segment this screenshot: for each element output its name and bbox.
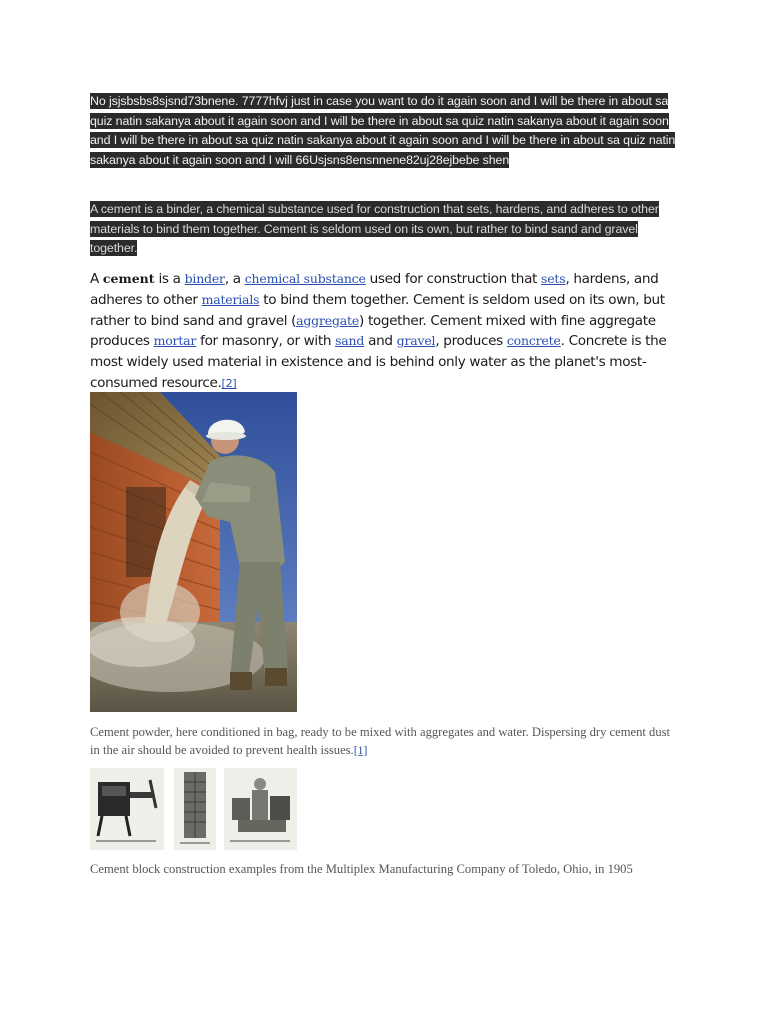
link-chemical-substance[interactable]: chemical substance — [244, 271, 366, 286]
link-sand[interactable]: sand — [335, 333, 365, 349]
reference-link-1[interactable]: [1] — [353, 743, 368, 757]
thumbnail-block-stack — [174, 768, 216, 850]
highlighted-text-block-2 — [90, 200, 680, 259]
figure-caption-2: Cement block construction examples from the Multiplex Manufacturing Company of Toledo, Ohio, in 1905 — [90, 862, 633, 876]
link-gravel[interactable]: gravel — [396, 333, 436, 349]
link-sets[interactable]: sets — [541, 271, 566, 286]
highlighted-text-1: No jsjsbsbs8sjsnd73bnene. 7777hfvj just in case you want to do it again soon and I will be there in about sa quiz natin sakanya about it again soon and I will be there in about sa quiz natin sakanya about it again soon and I will be there in about sa quiz natin sakanya about it again soon and I will be there in about sa quiz natin sakanya about it again soon and I will 66Usjsns8ensnnene82uj28ejbebe shen — [90, 94, 676, 167]
reference-link-2[interactable]: [2] — [221, 376, 237, 390]
link-aggregate[interactable]: aggregate — [296, 312, 360, 328]
highlighted-text-2: A cement is a binder, a chemical substance used for construction that sets, hardens, and adheres to other materials to bind them together. Cement is seldom used on its own, but rather to bind sand and gravel together. — [90, 202, 659, 255]
thumbnail-machine — [90, 768, 164, 850]
thumbnail-block-samples — [224, 768, 297, 850]
figure-caption-1: Cement powder, here conditioned in bag, ready to be mixed with aggregates and water. Dispersing dry cement dust in the air should be avoided to prevent health issues.[1] — [90, 725, 671, 757]
historical-block-machines-image — [90, 768, 297, 850]
term-cement: cement — [102, 271, 155, 286]
link-concrete[interactable]: concrete — [506, 333, 561, 349]
highlighted-text-block-1 — [90, 92, 680, 170]
link-mortar[interactable]: mortar — [153, 333, 197, 349]
link-binder[interactable]: binder — [184, 271, 225, 286]
link-materials[interactable]: materials — [201, 291, 260, 307]
article-paragraph: A cement is a binder, a chemical substance used for construction that sets, hardens, and adheres to other materials to bind them together. Cement is seldom used on its own, but rather to bind sand and gravel (aggregate) together. Cement mixed with fine aggregate produces mortar for masonry, or with sand and gravel, produces concrete. Concrete is the most widely used material in existence and is behind only water as the planet's most-consumed resource.[2] — [90, 271, 667, 391]
cement-bag-photo — [90, 392, 297, 712]
